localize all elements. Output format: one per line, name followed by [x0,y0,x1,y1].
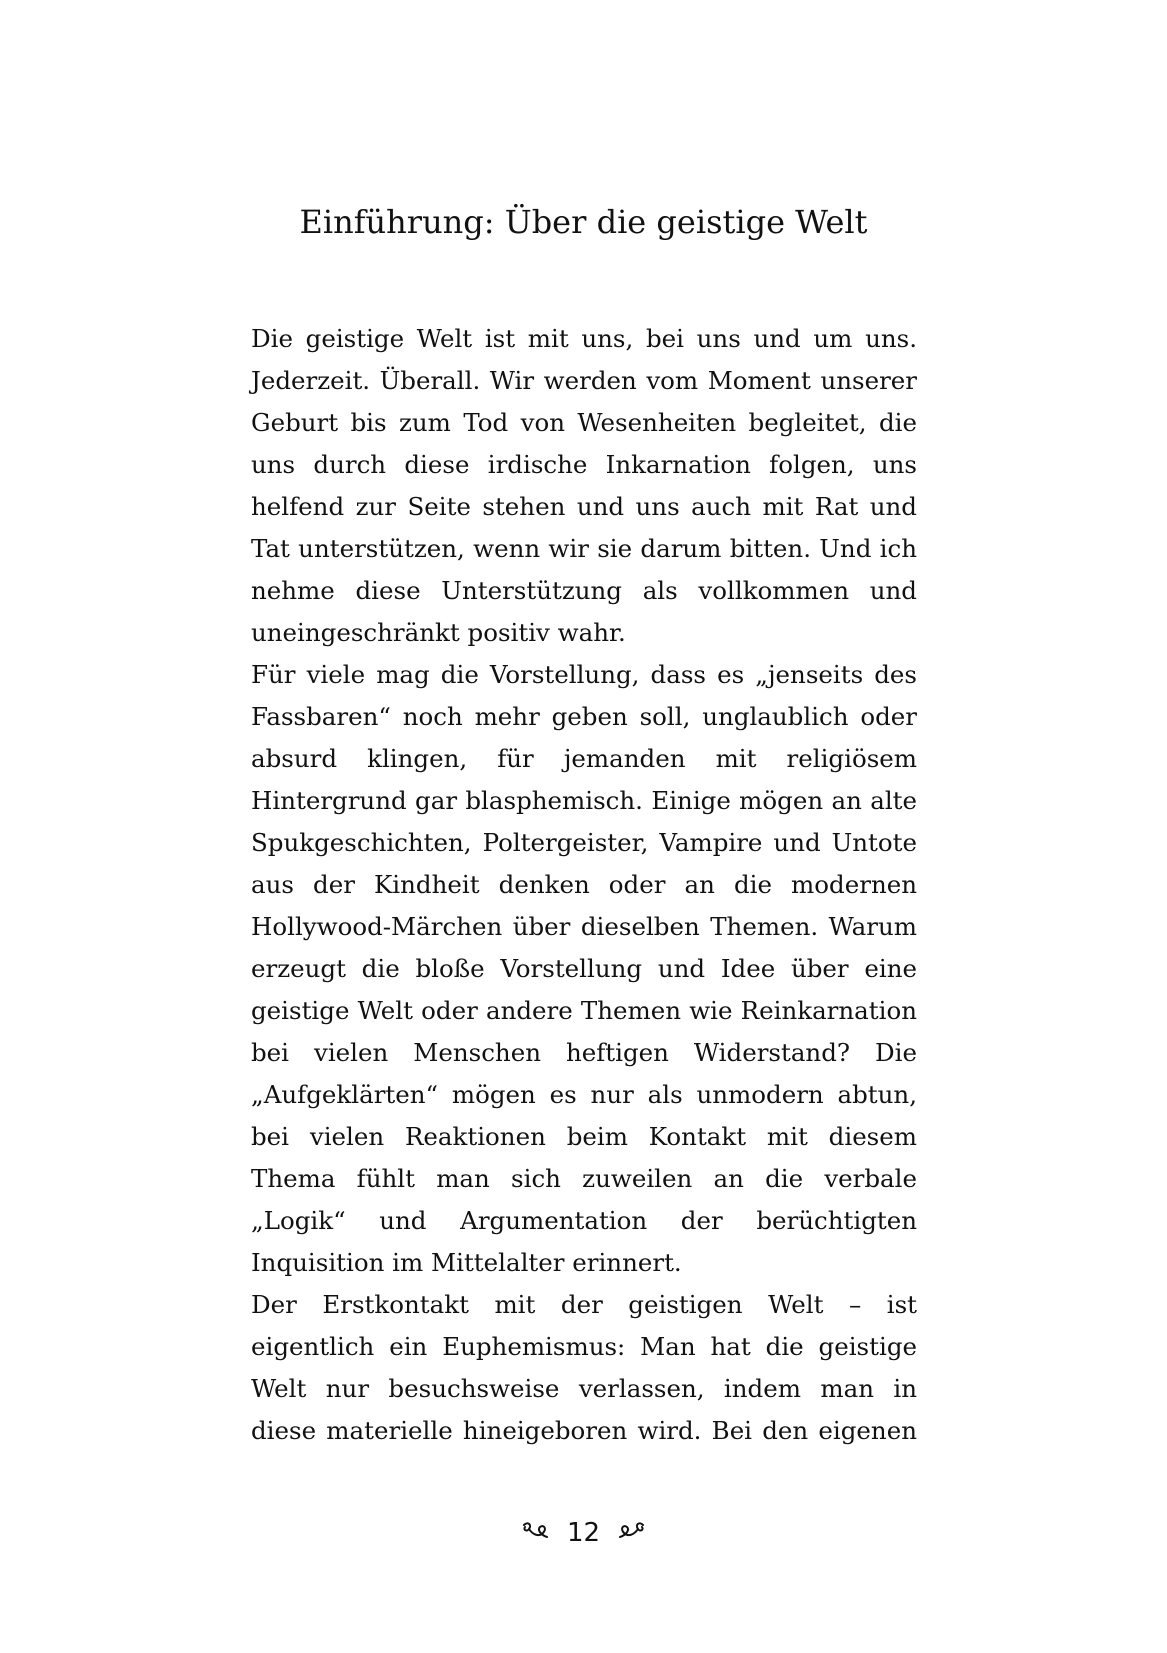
fleuron-right-icon [616,1521,646,1543]
paragraph-1: Die geistige Welt ist mit uns, bei uns und um uns. Jederzeit. Überall. Wir werden vom Moment unserer Geburt bis zum Tod von Wesenheiten begleitet, die uns durch diese irdische Inkarnation folgen, uns helfend zur Seite stehen und uns auch mit Rat und Tat unterstützen, wenn wir sie darum bitten. Und ich nehme diese Unterstützung als vollkommen und uneingeschränkt positiv wahr. [251,324,917,647]
page-number: 12 [566,1518,601,1548]
paragraph-3: Der Erstkontakt mit der geistigen Welt – ist eigentlich ein Euphemismus: Man hat die geistige Welt nur besuchsweise verlassen, indem man in diese materielle hineigeboren wird. Bei den eigenen [251,1290,917,1445]
fleuron-left-icon [521,1521,551,1543]
paragraph-2: Für viele mag die Vorstellung, dass es „jenseits des Fassbaren“ noch mehr geben soll, unglaublich oder absurd klingen, für jemanden mit religiösem Hintergrund gar blasphemisch. Einige mögen an alte Spukgeschichten, Poltergeister, Vampire und Untote aus der Kindheit denken oder an die modernen Hollywood-Märchen über dieselben Themen. Warum erzeugt die bloße Vorstellung und Idee über eine geistige Welt oder andere Themen wie Reinkarnation bei vielen Menschen heftigen Widerstand? Die „Aufgeklärten“ mögen es nur als unmodern abtun, bei vielen Reaktionen beim Kontakt mit diesem Thema fühlt man sich zuweilen an die verbale „Logik“ und Argumentation der berüchtigten Inquisition im Mittelalter erinnert. [251,660,917,1277]
chapter-title: Einführung: Über die geistige Welt [299,203,868,241]
body-text [251,318,917,1452]
page-footer [0,1518,1167,1548]
